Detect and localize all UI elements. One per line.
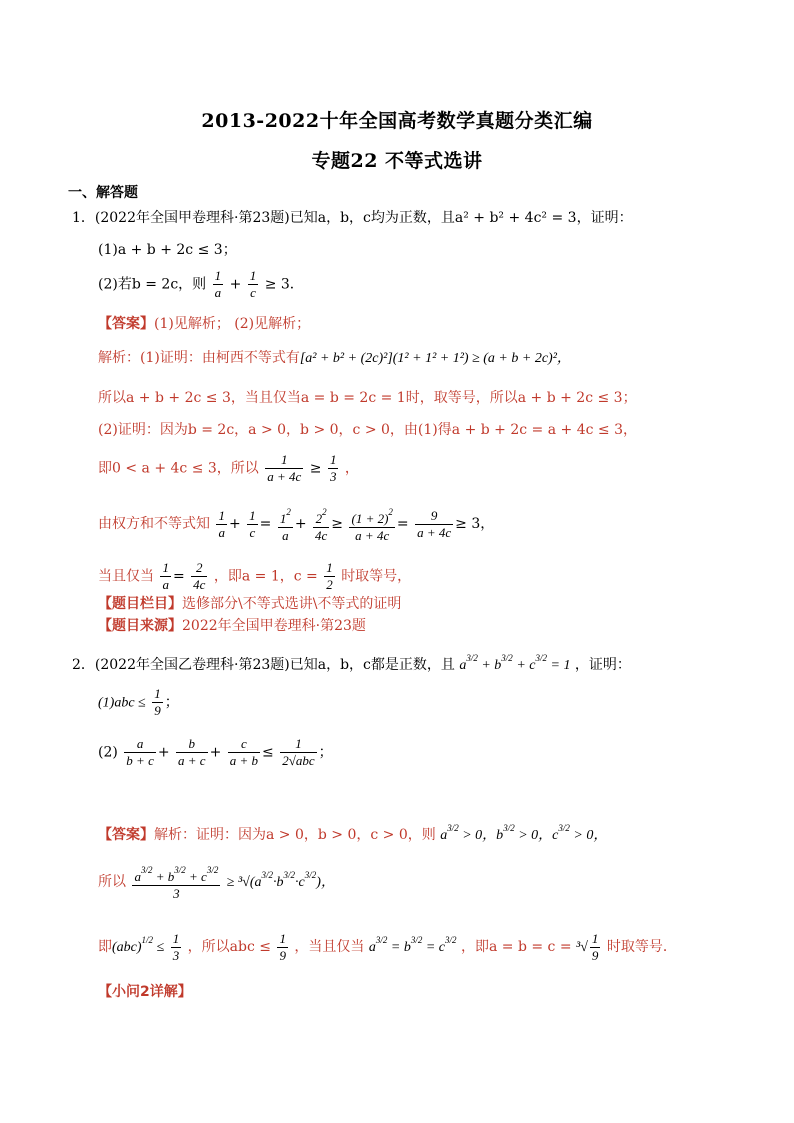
section-heading: 一、解答题 [68,185,138,201]
fraction-1-over-c: $\frac{1}{c}$ [249,268,257,300]
q2-part2-prefix: (2) [98,744,118,761]
q1-answer [98,314,310,334]
q2-part1-prefix: (1)abc ≤ [98,695,146,711]
q1-part2-suffix: ≥ 3． [264,276,304,293]
column-tag: 【题目栏目】 [98,596,182,612]
q2-answer-tag: 【答案】 [98,827,154,843]
q2-part2: (2) $\frac{a}{b + c}$ + $\frac{b}{a + c}$ + $\frac{c}{a + b}$ ≤ $\frac{1}{\text{2√abc}}$ ； [98,736,333,768]
q2-part1: (1)abc ≤ $\frac{1}{9}$ ； [98,686,179,718]
q1-solution-line-5: 由权方和不等式知 $\frac{1}{a}$ + $\frac{1}{c}$ = $\frac{1^2}{a}$ + $\frac{2^2}{4c}$ ≥ $\frac{(1 + 2)^2}{a + 4c}$ = $\frac{9}{a + 4c}$ ≥ 3， [98,504,494,544]
column-text: 选修部分\不等式选讲\不等式的证明 [182,596,402,612]
q2-solution-line-3: 即(abc)$^{1/2}$ ≤ $\frac{1}{3}$ ，所以abc ≤ $\frac{1}{9}$ ，当且仅当 $a^{3/2} = b^{3/2} = c^{3/2}$ ，即a = b = c = ³√ $\frac{1}{9}$ 时取等号． [98,930,677,963]
answer-tag: 【答案】 [98,316,154,332]
solution-6-suffix: 时取等号， [341,568,412,585]
q2-s3-suffix: 时取等号． [606,939,677,955]
q1-solution-line-1 [98,348,571,369]
q2-s2-prefix: 所以 [98,874,126,890]
q1-column [98,594,401,614]
q1-solution-line-6: 当且仅当 $\frac{1}{a}$ = $\frac{2}{4c}$ ，即a = 1，c = $\frac{1}{2}$ 时取等号， [98,560,412,592]
source-tag: 【题目来源】 [98,618,182,634]
q1-solution-line-3: (2)证明：因为b = 2c，a > 0，b > 0，c > 0，由(1)得a + b + 2c = a + 4c ≤ 3， [98,422,637,438]
fraction-1-over-a: $\frac{1}{a}$ [214,268,222,300]
q2-s3-mid: ，所以abc ≤ [187,939,271,955]
q2-condition: $a^{3/2} + b^{3/2} + c^{3/2} = 1$ [459,653,571,673]
fraction-1-over-a-plus-4c: $\frac{1}{a + 4c}$ [267,452,302,484]
q2-s3-prefix: 即 [98,939,112,955]
q2-s3-mid2: ，当且仅当 [294,939,365,955]
q1-solution-line-4: 即0 < a + 4c ≤ 3，所以 $\frac{1}{a + 4c}$ ≥ $\frac{1}{3}$ ， [98,452,359,484]
q1-part2-prefix: (2)若b = 2c，则 [98,276,207,293]
answer-text: (1)见解析； (2)见解析； [154,316,311,332]
q2-answer: 【答案】解析：证明：因为a > 0，b > 0，c > 0，则 $a^{3/2} > 0$，$b^{3/2} > 0$，$c^{3/2} > 0$， [98,823,608,843]
q1-part2: (2)若b = 2c，则 $\frac{1}{a}$ + $\frac{1}{c}$ ≥ 3． [98,268,304,300]
source-text: 2022年全国甲卷理科·第23题 [182,618,366,634]
document-title: 2013-2022十年全国高考数学真题分类汇编 [201,110,593,132]
fraction-one-third: $\frac{1}{3}$ [329,452,337,484]
solution-4-prefix: 即0 < a + 4c ≤ 3，所以 [98,460,259,477]
q2-s3-mid3: ，即a = b = c = [460,939,572,955]
document-subtitle: 专题22 不等式选讲 [311,150,483,172]
solution-6-prefix: 当且仅当 [98,568,154,585]
q1-stem: 1．(2022年全国甲卷理科·第23题)已知a，b，c均为正数，且a² + b² + 4c² = 3，证明： [72,210,633,226]
solution-6-mid: ，即a = 1，c = [213,568,318,585]
q2-stem [72,648,631,676]
cauchy-inequality: [a² + b² + (2c)²](1² + 1² + 1²) ≥ (a + b + 2c)²， [299,351,571,366]
q2-solution-line-2: 所以 $\frac{a^{3/2} + b^{3/2} + c^{3/2}}{3}$ ≥ $^3√(a^{3/2}\cdot b^{3/2}\cdot c^{3/2})$， [98,862,335,902]
q1-solution-line-2: 所以a + b + 2c ≤ 3，当且仅当a = b = 2c = 1时，取等号，所以a + b + 2c ≤ 3； [98,390,637,406]
q2-stem-suffix: ，证明： [574,657,631,673]
q2-subquestion-tag: 【小问2详解】 [98,984,192,1000]
q2-stem-prefix: 2．(2022年全国乙卷理科·第23题)已知a，b，c都是正数，且 [72,657,455,673]
q1-source [98,616,366,636]
solution-1-prefix: 解析：(1)证明：由柯西不等式有 [98,350,300,366]
solution-5-prefix: 由权方和不等式知 [98,516,210,532]
q2-answer-text: 解析：证明：因为a > 0，b > 0，c > 0，则 [154,827,436,843]
q1-part1: (1)a + b + 2c ≤ 3； [98,242,237,258]
